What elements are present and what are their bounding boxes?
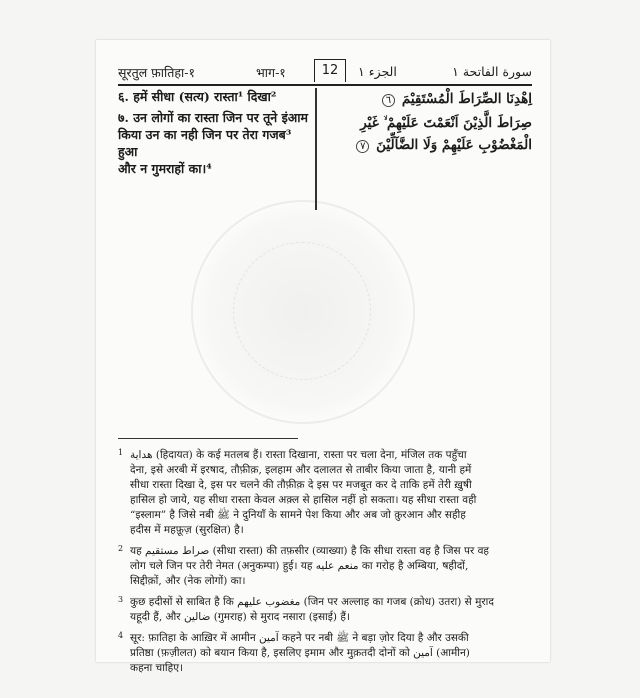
verse-arabic-7 (322, 112, 532, 158)
footnote-line: हदीस में महफ़ूज़ (सुरक्षित) है। (130, 524, 244, 536)
page-number: 12 (314, 59, 346, 82)
verse-arabic-6 (322, 88, 532, 112)
footnote-line: हासिल हो जाये, यह सीधा रास्ता केवल अक़्ल से हासिल नहीं हो सकता। यह सीधा रास्ता वही (130, 494, 477, 506)
verse-line: ६. हमें सीधा (सत्य) रास्ता¹ दिखा² (118, 89, 277, 104)
footnote-4 (118, 631, 532, 676)
footnote-line: هداية (हिदायत) के कई मतलब हैं। रास्ता दिखाना, रास्ता पर चला देना, मंजिल तक पहुँचा (130, 449, 467, 461)
footnote-line: सूर: फ़ातिहा के आख़िर में आमीन آمين कहने पर नबी ﷺ ने बड़ा ज़ोर दिया है और उसकी (130, 632, 469, 644)
calligraphy-watermark-icon (191, 200, 415, 424)
footnote-line: कुछ हदीसों से साबित है कि مغضوب عليهم (जिन पर अल्लाह का गजब (क्रोध) उतरा) से मुराद (130, 596, 494, 608)
footnote-line: प्रतिष्ठा (फ़ज़ीलत) को बयान किया है, इसलिए इमाम और मुक़तदी दोनों को آمين (आमीन) (130, 647, 470, 659)
footnote-separator (118, 438, 298, 439)
book-page (96, 40, 550, 674)
verse-line: और न गुमराहों का।⁴ (118, 161, 212, 176)
verse-line: किया उन का नही जिन पर तेरा गजब³ हुआ (118, 127, 292, 159)
arabic-text-column (322, 88, 532, 158)
ayah-number: ٧ (356, 140, 369, 153)
hindi-translation-column (118, 88, 310, 181)
footnote-line: यह صراط مستقيم (सीधा रास्ता) की तफ़सीर (व्याख्या) है कि सीधा रास्ता वह है जिस पर वह (130, 545, 489, 557)
footnote-line: सीधा रास्ता दिखा दे, इस पर चलने की तौफ़ीक़ दे इस पर मजबूत कर दे ताकि हमें तेरी ख़ुषी (130, 479, 472, 491)
footnote-1 (118, 448, 532, 538)
footnote-2 (118, 544, 532, 589)
footnote-3 (118, 595, 532, 625)
surah-title-hindi: सूरतुल फ़ातिहा-१ (118, 65, 195, 80)
verse-line: ७. उन लोगों का रास्ता जिन पर तूने इंआम (118, 110, 308, 125)
juz-label-arabic: الجزء ١ (358, 64, 397, 79)
surah-title-arabic: سورة الفاتحة ١ (452, 64, 532, 79)
part-label-hindi: भाग-१ (256, 65, 286, 80)
footnote-line: यहूदी हैं, और ضالين (गुमराह) से मुराद नसारा (इसाई) हैं। (130, 611, 350, 623)
footnote-line: लोग चले जिन पर तेरी नेमत (अनुकम्पा) हुई। यह منعم عليه का गरोह है अम्बिया, षहीदों, (130, 560, 469, 572)
column-divider (315, 88, 317, 210)
footnote-number: 1 (118, 448, 124, 457)
footnote-line: सिद्दीक़ों, और (नेक लोगों) का। (130, 575, 246, 587)
footnote-number: 2 (118, 544, 124, 553)
page-header (118, 60, 532, 86)
footnote-line: कहना चाहिए। (130, 662, 183, 674)
footnote-number: 4 (118, 631, 124, 640)
footnote-line: “इस्लाम” है जिसे नबी ﷺ ने दुनियाँ के सामने पेश किया और अब जो क़ुरआन और सहीह (130, 509, 466, 521)
footnote-number: 3 (118, 595, 124, 604)
verse-hindi-7 (118, 109, 310, 177)
arabic-verse-text: اِهْدِنَا الصِّرَاطَ الْمُسْتَقِيْمَ (401, 91, 532, 107)
verse-hindi-6 (118, 88, 310, 105)
arabic-verse-text: صِرَاطَ الَّذِيْنَ اَنْعَمْتَ عَلَيْهِمْ ۙ غَيْرِ الْمَغْضُوْبِ عَلَيْهِمْ وَلَا الضَّآلِّيْنَ (360, 115, 532, 153)
footnotes (118, 448, 532, 682)
footnote-line: देना, इसे अरबी में इरषाद, तौफ़ीक़, इलहाम और दलालत से ताबीर किया जाता है, यानी हमें (130, 464, 472, 476)
ayah-number: ٦ (382, 94, 395, 107)
